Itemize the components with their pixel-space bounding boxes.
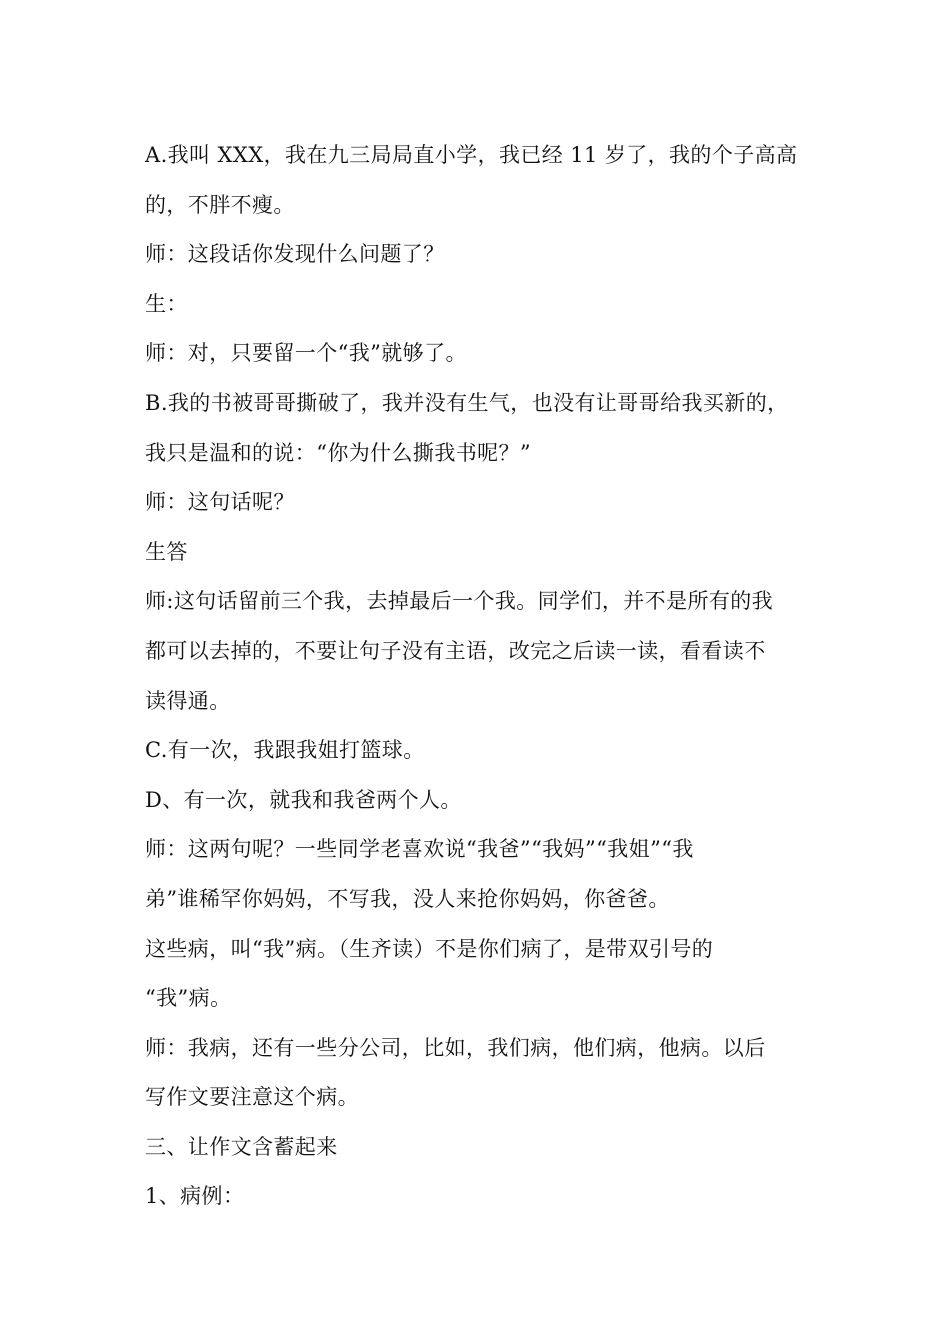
text-line: A.我叫 XXX，我在九三局局直小学，我已经 11 岁了，我的个子高高 [145, 143, 798, 167]
text-line: 生： [145, 291, 188, 316]
text-line: 师：我病，还有一些分公司，比如，我们病，他们病，他病。以后 [145, 1035, 766, 1060]
text-line: “我”病。 [145, 986, 232, 1011]
section-heading: 三、让作文含蓄起来 [145, 1134, 338, 1159]
text-line: 弟”谁稀罕你妈妈，不写我，没人来抢你妈妈，你爸爸。 [145, 886, 670, 911]
text-line: D、有一次，就我和我爸两个人。 [145, 787, 462, 812]
text-line: 师：这句话呢？ [145, 490, 295, 515]
text-line: 写作文要注意这个病。 [145, 1085, 359, 1110]
text-line: 师：这两句呢？一些同学老喜欢说“我爸”“我妈”“我姐”“我 [145, 837, 694, 862]
text-line: C.有一次，我跟我姐打篮球。 [145, 738, 425, 763]
text-line: 读得通。 [145, 688, 231, 713]
text-line: 这些病，叫“我”病。（生齐读）不是你们病了，是带双引号的 [145, 936, 714, 961]
text-line: 1、病例： [145, 1184, 245, 1209]
text-line: 师：对，只要留一个“我”就够了。 [145, 341, 467, 366]
text-line: 我只是温和的说：“你为什么撕我书呢？” [145, 440, 532, 465]
text-line: 的，不胖不瘦。 [145, 192, 295, 217]
text-line: 生答 [145, 539, 188, 564]
document-body [145, 131, 825, 1222]
text-line: 师:这句话留前三个我，去掉最后一个我。同学们，并不是所有的我 [145, 589, 774, 614]
text-line: B.我的书被哥哥撕破了，我并没有生气，也没有让哥哥给我买新的， [145, 390, 789, 415]
text-line: 师：这段话你发现什么问题了？ [145, 242, 445, 267]
text-line: 都可以去掉的，不要让句子没有主语，改完之后读一读，看看读不 [145, 638, 766, 663]
